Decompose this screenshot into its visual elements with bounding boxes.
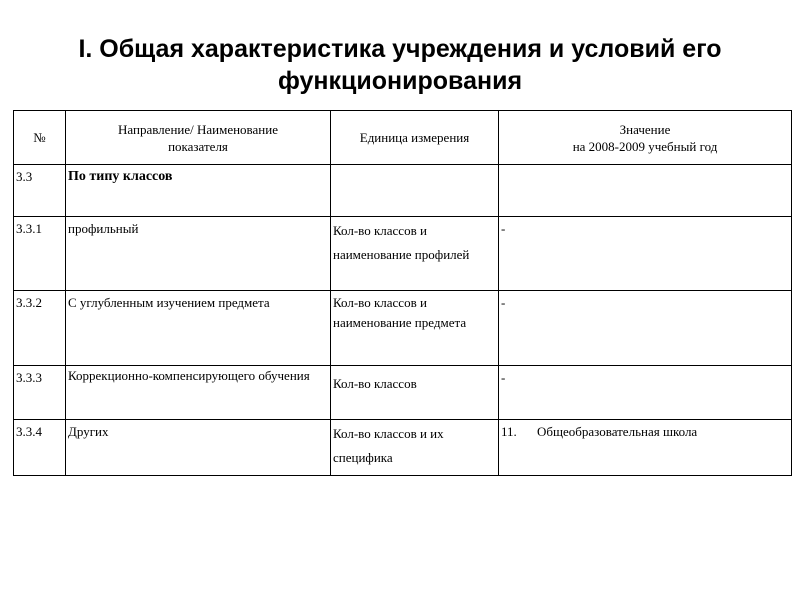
row-unit: Кол-во классов и наименование профилей xyxy=(331,217,499,291)
table-row xyxy=(14,366,792,420)
table-row xyxy=(14,217,792,291)
table-row xyxy=(14,291,792,366)
row-num: 3.3 xyxy=(14,165,66,217)
row-unit: Кол-во классов и наименование предмета xyxy=(331,291,499,366)
header-direction xyxy=(66,111,331,165)
row-value xyxy=(499,420,792,476)
row-name: Других xyxy=(66,420,331,476)
row-num: 3.3.2 xyxy=(14,291,66,366)
row-value: - xyxy=(499,291,792,366)
table-row xyxy=(14,165,792,217)
row-value: - xyxy=(499,217,792,291)
row-name: По типу классов xyxy=(66,165,331,217)
header-value-line-2: на 2008-2009 учебный год xyxy=(572,138,718,154)
row-num: 3.3.1 xyxy=(14,217,66,291)
row-unit: Кол-во классов xyxy=(331,366,499,420)
list-item-text: Общеобразовательная школа xyxy=(537,424,698,439)
row-value: - xyxy=(499,366,792,420)
slide-title xyxy=(0,33,800,97)
list-number: 11. xyxy=(501,424,517,439)
table-header-row xyxy=(14,111,792,165)
table-row xyxy=(14,420,792,476)
row-name: профильный xyxy=(66,217,331,291)
slide-title-line-2: функционирования xyxy=(277,67,523,95)
header-direction-line-2: показателя xyxy=(168,138,228,154)
header-num: № xyxy=(14,111,66,165)
header-value-line-1: Значение xyxy=(619,121,671,137)
row-unit xyxy=(331,165,499,217)
row-unit: Кол-во классов и их специфика xyxy=(331,420,499,476)
characteristics-table xyxy=(13,110,792,476)
header-value xyxy=(499,111,792,165)
row-name: С углубленным изучением предмета xyxy=(66,291,331,366)
row-name: Коррекционно-компенсирующего обучения xyxy=(66,366,331,420)
header-direction-line-1: Направление/ Наименование xyxy=(118,121,278,137)
row-num: 3.3.4 xyxy=(14,420,66,476)
header-unit: Единица измерения xyxy=(331,111,499,165)
row-value xyxy=(499,165,792,217)
slide-title-line-1: I. Общая характеристика учреждения и условий его xyxy=(78,35,722,63)
row-num: 3.3.3 xyxy=(14,366,66,420)
